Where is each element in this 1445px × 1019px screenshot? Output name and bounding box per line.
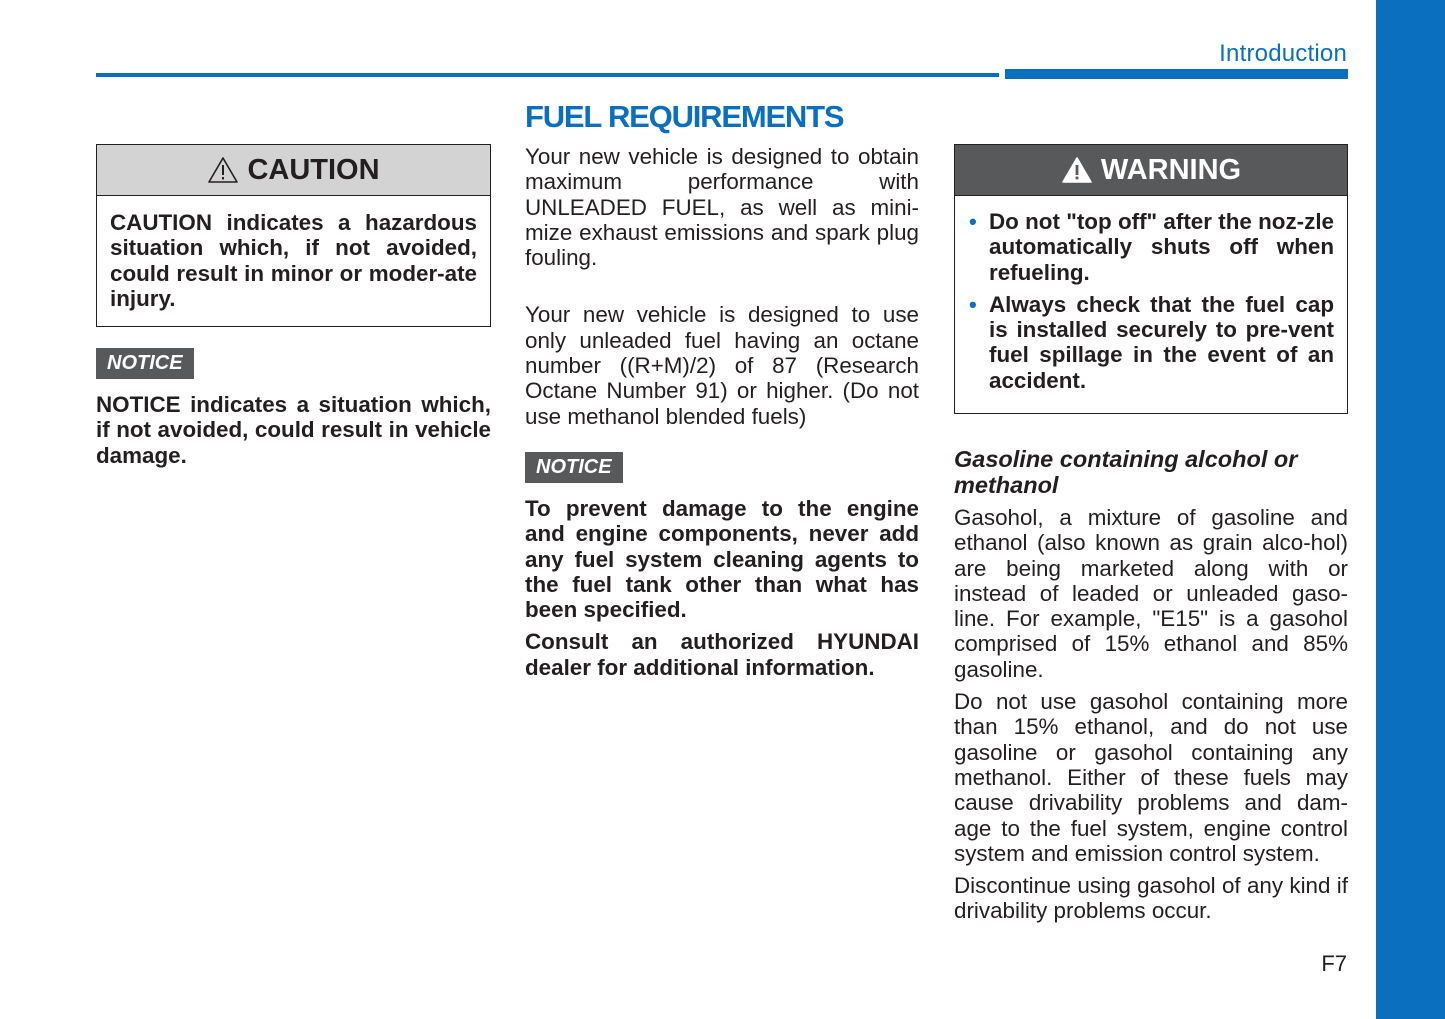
notice-badge: NOTICE xyxy=(96,348,194,379)
warning-title: WARNING xyxy=(1100,153,1242,186)
caution-title: CAUTION xyxy=(247,153,380,186)
gasohol-paragraph: Discontinue using gasohol of any kind if drivability problems occur. xyxy=(954,873,1348,924)
warning-bullet-text: Do not "top off" after the noz-zle automatically shuts off when refueling. xyxy=(989,209,1334,285)
fuel-requirements-title: FUEL REQUIREMENTS xyxy=(525,99,844,134)
middle-column xyxy=(525,100,919,680)
gasohol-paragraph: Gasohol, a mixture of gasoline and ethanol (also known as grain alco-hol) are being marketed along with or instead of leaded or unleaded gaso-line. For example, "E15" is a gasohol comprised of 15% ethanol and 85% gasoline. xyxy=(954,505,1348,682)
warning-box xyxy=(954,144,1348,414)
section-side-tab xyxy=(1376,0,1445,1019)
notice-text: Consult an authorized HYUNDAI dealer for additional information. xyxy=(525,629,919,680)
caution-header xyxy=(97,145,490,196)
header-rule xyxy=(96,73,999,77)
notice-text: To prevent damage to the engine and engine components, never add any fuel system cleaning agents to the fuel tank other than what has been specified. xyxy=(525,495,919,623)
warning-bullet-text: Always check that the fuel cap is installed securely to pre-vent fuel spillage in the event of an accident. xyxy=(989,291,1334,393)
gasohol-paragraph: Do not use gasohol containing more than 15% ethanol, and do not use gasoline or gasohol containing any methanol. Either of these fuels may cause drivability problems and dam-age to the fuel system, engine control system and emission control system. xyxy=(954,689,1348,866)
fuel-paragraph: Your new vehicle is designed to use only unleaded fuel having an octane number ((R+M)/2) of 87 (Research Octane Number 91) or higher. (Do not use methanol blended fuels) xyxy=(525,302,919,429)
left-column xyxy=(96,144,491,468)
warning-bullet xyxy=(968,209,1334,285)
bullet-icon: • xyxy=(969,209,977,234)
notice-badge: NOTICE xyxy=(525,452,623,483)
fuel-paragraph: Your new vehicle is designed to obtain maximum performance with UNLEADED FUEL, as well as mini-mize exhaust emissions and spark plug fouling. xyxy=(525,144,919,271)
bullet-icon: • xyxy=(969,291,977,317)
page-number: F7 xyxy=(1321,951,1347,976)
warning-bullet xyxy=(968,292,1334,393)
gasohol-heading: Gasoline containing alcohol or methanol xyxy=(954,446,1298,498)
caution-text: CAUTION indicates a hazardous situation which, if not avoided, could result in minor or moder-ate injury. xyxy=(110,210,477,311)
caution-box xyxy=(96,144,491,327)
section-title: Introduction xyxy=(1219,40,1347,67)
warning-triangle-icon xyxy=(1061,156,1093,184)
right-column xyxy=(954,144,1348,924)
notice-text: NOTICE indicates a situation which, if not avoided, could result in vehicle damage. xyxy=(96,392,491,468)
warning-header xyxy=(955,145,1347,196)
header-rule-accent xyxy=(1005,69,1348,79)
caution-triangle-icon xyxy=(207,156,239,184)
